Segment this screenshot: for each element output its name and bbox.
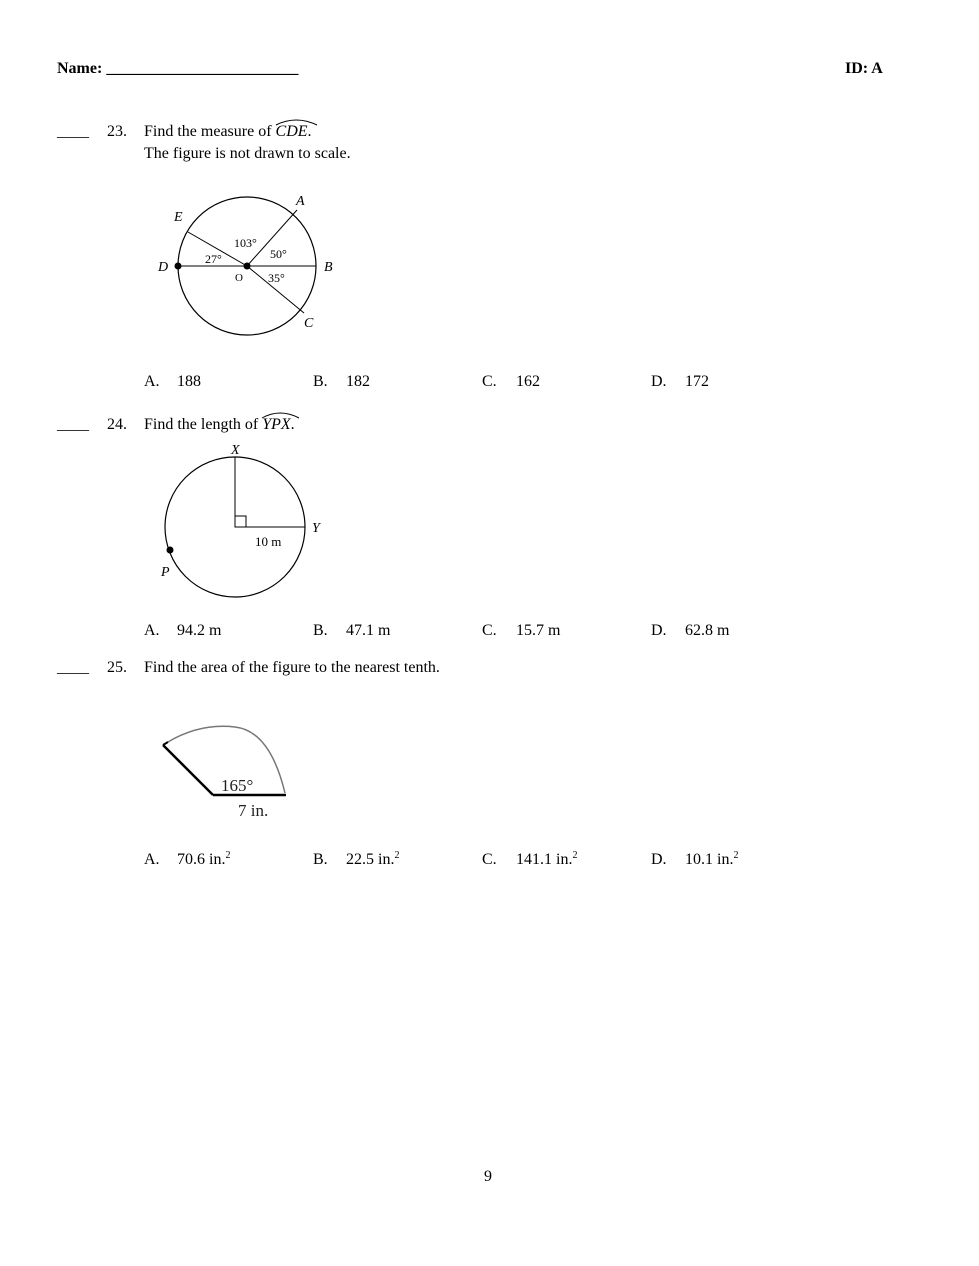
- question-prompt-24: [144, 416, 295, 434]
- arc-label: CDE: [275, 123, 308, 140]
- page-number: 9: [484, 1168, 492, 1185]
- choice-value: 94.2 m: [177, 622, 222, 639]
- sector-figure-25: [155, 715, 305, 825]
- angle-aob: 50°: [270, 247, 287, 261]
- choice-letter: D.: [651, 622, 667, 639]
- name-label: Name:: [57, 60, 103, 77]
- choice-24-d[interactable]: [651, 622, 730, 640]
- label-y: Y: [312, 521, 320, 536]
- circle-figure-23: [150, 188, 350, 338]
- choice-value: 62.8 m: [685, 622, 730, 639]
- label-x: X: [231, 443, 240, 458]
- choice-25-d[interactable]: [651, 850, 739, 869]
- name-field: [57, 60, 298, 78]
- sector-angle-label: 165°: [221, 776, 254, 795]
- choice-24-b[interactable]: [313, 622, 391, 640]
- arc-symbol-icon: [261, 409, 301, 419]
- label-p: P: [161, 565, 170, 580]
- sector-radius-left: [163, 745, 213, 795]
- choice-value: 70.6 in.: [177, 851, 226, 868]
- label-o: O: [235, 272, 243, 284]
- exponent: 2: [733, 850, 739, 861]
- choice-25-c[interactable]: [482, 850, 578, 869]
- radius-label: 10 m: [255, 534, 282, 549]
- choice-23-c[interactable]: [482, 373, 540, 391]
- angle-boc: 35°: [268, 271, 285, 285]
- right-angle-marker: [235, 516, 246, 527]
- question-prompt-23: [144, 123, 312, 141]
- arc-name-cde: [276, 123, 308, 141]
- choice-value: 15.7 m: [516, 622, 561, 639]
- choice-value: 182: [346, 373, 370, 390]
- choice-value: 141.1 in.: [516, 851, 573, 868]
- choice-letter: D.: [651, 373, 667, 390]
- choice-25-a[interactable]: [144, 850, 231, 869]
- exponent: 2: [572, 850, 578, 861]
- question-prompt-25: Find the area of the figure to the nearest tenth.: [144, 659, 440, 676]
- choice-letter: A.: [144, 851, 160, 868]
- question-number-23: 23.: [107, 123, 127, 140]
- choice-letter: B.: [313, 622, 328, 639]
- exponent: 2: [225, 850, 231, 861]
- answer-blank-23[interactable]: ____: [57, 123, 89, 140]
- angle-eod: 27°: [205, 252, 222, 266]
- choice-23-b[interactable]: [313, 373, 370, 391]
- name-line: ________________________: [106, 60, 299, 77]
- answer-blank-25[interactable]: ____: [57, 659, 89, 676]
- choice-letter: A.: [144, 373, 160, 390]
- label-b: B: [324, 260, 333, 275]
- choice-letter: C.: [482, 373, 497, 390]
- point-p-dot: [167, 547, 174, 554]
- choice-letter: D.: [651, 851, 667, 868]
- arc-symbol-icon: [275, 116, 319, 126]
- choice-letter: B.: [313, 851, 328, 868]
- choice-value: 188: [177, 373, 201, 390]
- label-a: A: [296, 194, 305, 209]
- angle-eoa: 103°: [234, 236, 257, 250]
- choice-value: 10.1 in.: [685, 851, 734, 868]
- label-e: E: [174, 210, 183, 225]
- choice-value: 22.5 in.: [346, 851, 395, 868]
- id-field: [845, 60, 883, 78]
- center-o-dot: [244, 263, 251, 270]
- choice-letter: A.: [144, 622, 160, 639]
- id-value: A: [871, 60, 883, 77]
- exponent: 2: [394, 850, 400, 861]
- choice-24-a[interactable]: [144, 622, 222, 640]
- sector-radius-label: 7 in.: [238, 801, 269, 820]
- point-d-dot: [175, 263, 182, 270]
- choice-23-d[interactable]: [651, 373, 709, 391]
- id-label: ID:: [845, 60, 869, 77]
- choice-23-a[interactable]: [144, 373, 201, 391]
- choice-value: 172: [685, 373, 709, 390]
- choice-letter: C.: [482, 851, 497, 868]
- label-c: C: [304, 316, 314, 331]
- choice-25-b[interactable]: [313, 850, 400, 869]
- question-note-23: The figure is not drawn to scale.: [144, 145, 351, 162]
- arc-label: YPX: [262, 416, 291, 433]
- answer-blank-24[interactable]: ____: [57, 416, 89, 433]
- circle-figure-24: [150, 438, 350, 603]
- arc-name-ypx: [262, 416, 290, 434]
- prompt-text: Find the length of: [144, 416, 259, 433]
- choice-letter: C.: [482, 622, 497, 639]
- question-number-24: 24.: [107, 416, 127, 433]
- prompt-text: Find the measure of: [144, 123, 272, 140]
- prompt-end: .: [307, 123, 312, 140]
- question-number-25: 25.: [107, 659, 127, 676]
- choice-value: 47.1 m: [346, 622, 391, 639]
- choice-letter: B.: [313, 373, 328, 390]
- choice-value: 162: [516, 373, 540, 390]
- label-d: D: [158, 260, 169, 275]
- prompt-end: .: [290, 416, 295, 433]
- choice-24-c[interactable]: [482, 622, 561, 640]
